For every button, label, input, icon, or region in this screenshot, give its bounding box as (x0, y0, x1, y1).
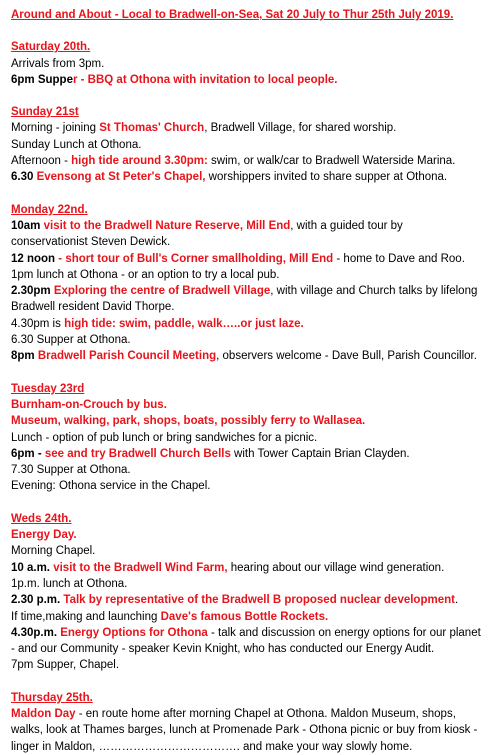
day-header-sunday: Sunday 21st (11, 106, 79, 119)
document-title: Around and About - Local to Bradwell-on-Sea, Sat 20 July to Thur 25th July 2019. (11, 9, 454, 21)
wednesday-energy-day: Energy Day. (11, 529, 77, 542)
day-header-monday: Monday 22nd. (11, 203, 88, 216)
tuesday-bells-title: see and try Bradwell Church Bells (44, 447, 231, 460)
sunday-evensong (11, 169, 493, 185)
sunday-evensong-time: 6.30 (11, 171, 37, 184)
section-monday (11, 202, 493, 365)
sunday-evensong-title: Evensong at St Peter's Chapel, (36, 171, 206, 184)
tuesday-burnham: Burnham-on-Crouch by bus. (11, 398, 167, 411)
wednesday-energy-options-title: Energy Options for Othona (60, 626, 208, 639)
monday-conservationist: conservationist Steven Dewick. (11, 236, 171, 249)
wednesday-430pm: 4.30p.m. (11, 626, 61, 639)
tuesday-supper: 7.30 Supper at Othona. (11, 464, 131, 477)
monday-430pm: 4.30pm is (11, 317, 65, 330)
wednesday-speaker: - and our Community - speaker Kevin Knight, who has conducted our Energy Audit. (11, 643, 435, 656)
wednesday-nuclear-talk-end: . (454, 594, 459, 607)
sunday-high-tide: high tide around 3.30pm: (71, 155, 208, 168)
monday-village (11, 283, 493, 299)
wednesday-rockets (11, 609, 493, 625)
day-header-thursday: Thursday 25th. (11, 691, 93, 704)
tuesday-bells (11, 446, 493, 462)
day-header-wednesday: Weds 24th. (11, 512, 72, 525)
tuesday-lunch: Lunch - option of pub lunch or bring sandwiches for a picnic. (11, 431, 318, 444)
wednesday-nuclear-talk-title: Talk by representative of the Bradwell B proposed nuclear development (63, 594, 455, 607)
monday-8pm: 8pm (11, 350, 38, 363)
monday-village-resident: Bradwell resident David Thorpe. (11, 301, 175, 314)
wednesday-wind-farm-title: visit to the Bradwell Wind Farm, (53, 561, 228, 574)
day-header-tuesday: Tuesday 23rd (11, 382, 85, 395)
tuesday-6pm: 6pm - (11, 447, 45, 460)
thursday-maldon-day: Maldon Day (11, 707, 76, 720)
sunday-evensong-detail: worshippers invited to share supper at Othona. (205, 171, 448, 184)
wednesday-energy-options (11, 625, 493, 641)
monday-high-tide-detail: high tide: swim, paddle, walk…..or just laze. (64, 317, 304, 330)
sunday-lunch: Sunday Lunch at Othona. (11, 138, 142, 151)
sunday-afternoon-detail: swim, or walk/car to Bradwell Waterside Marina. (207, 155, 456, 168)
wednesday-lunch: 1p.m. lunch at Othona. (11, 577, 128, 590)
monday-nature-reserve (11, 218, 493, 234)
tuesday-evening: Evening: Othona service in the Chapel. (11, 480, 211, 493)
section-thursday (11, 690, 493, 755)
wednesday-chapel: Morning Chapel. (11, 545, 96, 558)
wednesday-10am: 10 a.m. (11, 561, 54, 574)
monday-village-detail: , with village and Church talks by lifelong (270, 285, 478, 298)
thursday-maldon-detail: - en route home after morning Chapel at Othona. Maldon Museum, shops, (75, 707, 456, 720)
monday-supper: 6.30 Supper at Othona. (11, 334, 131, 347)
section-wednesday (11, 511, 493, 674)
section-tuesday (11, 381, 493, 495)
wednesday-nuclear-talk (11, 592, 493, 608)
wednesday-wind-farm-detail: hearing about our village wind generation. (227, 561, 445, 574)
sunday-afternoon (11, 153, 493, 169)
thursday-walks: walks, look at Thames barges, lunch at Promenade Park - Othona picnic or buy from kiosk - (11, 724, 478, 737)
monday-230pm: 2.30pm (11, 285, 54, 298)
thursday-linger: linger in Maldon, ………………………………. and make your way slowly home. (11, 740, 413, 753)
monday-10am: 10am (11, 219, 44, 232)
tuesday-activities: Museum, walking, park, shops, boats, possibly ferry to Wallasea. (11, 415, 366, 428)
monday-smallholding (11, 251, 493, 267)
tuesday-bells-detail: with Tower Captain Brian Clayden. (230, 447, 410, 460)
section-saturday (11, 39, 493, 88)
sunday-church: St Thomas' Church (99, 122, 205, 135)
monday-nature-reserve-title: visit to the Bradwell Nature Reserve, Mill End (43, 219, 291, 232)
saturday-supper (11, 72, 493, 88)
sunday-morning-detail: , Bradwell Village, for shared worship. (204, 122, 397, 135)
saturday-supper-time: 6pm Suppe (11, 73, 73, 86)
saturday-arrivals: Arrivals from 3pm. (11, 57, 105, 70)
wednesday-energy-options-detail: - talk and discussion on energy options for our planet (207, 626, 481, 639)
sunday-morning-label: Morning - joining (11, 122, 100, 135)
section-sunday (11, 104, 493, 185)
sunday-afternoon-label: Afternoon - (11, 155, 72, 168)
sunday-morning (11, 120, 493, 136)
monday-parish-council-title: Bradwell Parish Council Meeting (37, 350, 217, 363)
monday-parish-council-detail: , observers welcome - Dave Bull, Parish Councillor. (216, 350, 477, 363)
wednesday-supper: 7pm Supper, Chapel. (11, 659, 120, 672)
wednesday-rockets-label: If time,making and launching (11, 610, 161, 623)
monday-noon: 12 noon (11, 252, 56, 265)
monday-village-title: Exploring the centre of Bradwell Village (53, 285, 271, 298)
wednesday-rockets-title: Dave's famous Bottle Rockets. (160, 610, 329, 623)
monday-smallholding-detail: - home to Dave and Roo. (333, 252, 465, 265)
monday-lunch: 1pm lunch at Othona - or an option to try a local pub. (11, 268, 280, 281)
day-header-saturday: Saturday 20th. (11, 41, 91, 54)
monday-high-tide (11, 316, 493, 332)
thursday-maldon (11, 706, 493, 722)
wednesday-230pm: 2.30 p.m. (11, 594, 64, 607)
monday-nature-reserve-detail: , with a guided tour by (290, 219, 403, 232)
saturday-supper-detail: r - BBQ at Othona with invitation to local people. (72, 73, 338, 86)
monday-parish-council (11, 348, 493, 364)
wednesday-wind-farm (11, 560, 493, 576)
monday-smallholding-title: - short tour of Bull's Corner smallholding, Mill End (55, 252, 334, 265)
